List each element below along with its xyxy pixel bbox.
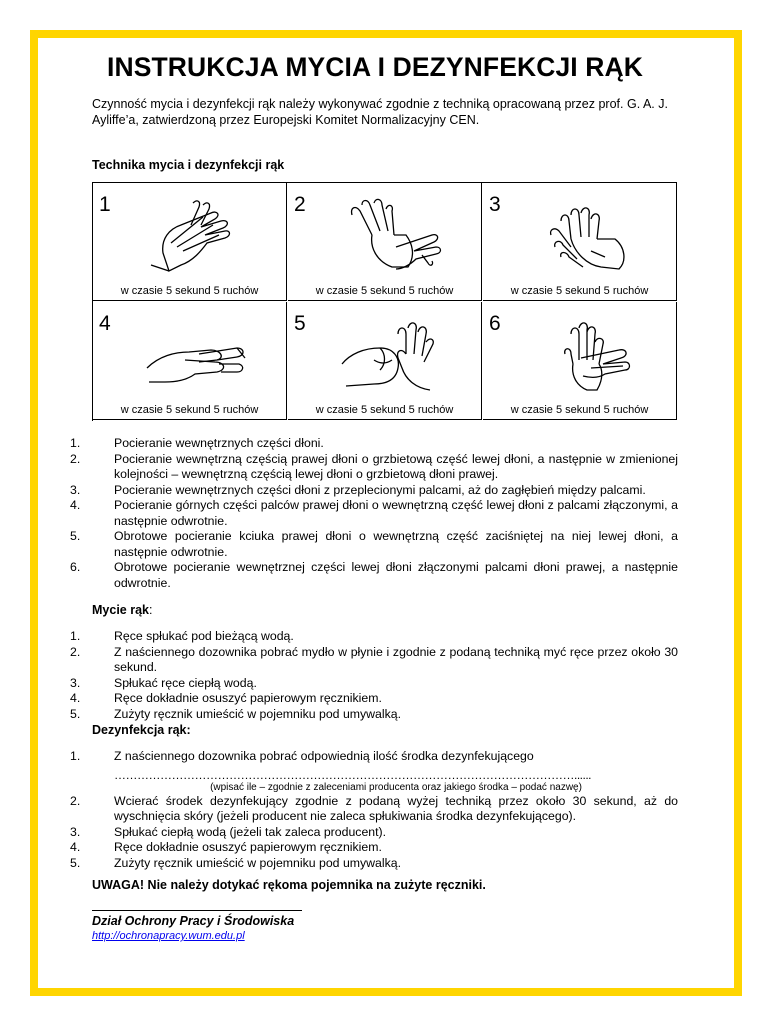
hands-fingertips-on-palm-icon (531, 314, 641, 402)
list-item: 4. Ręce dokładnie osuszyć papierowym ręcznikiem. (70, 691, 382, 705)
hands-fingers-locked-icon (141, 314, 251, 402)
list-item: 3. Spłukać ciepłą wodą (jeżeli tak zaleca producent). (70, 824, 387, 839)
step-caption: w czasie 5 sekund 5 ruchów (510, 285, 649, 297)
hands-palm-to-palm-icon (141, 195, 251, 283)
hands-thumb-rotation-icon (336, 314, 446, 402)
list-item: 2. Z naściennego dozownika pobrać mydło w płynie i zgodnie z podaną techniką myć ręce przez około 30 sekund. (70, 644, 678, 674)
step-number: 4 (99, 312, 111, 335)
step-cell-6 (483, 302, 677, 420)
step-number: 3 (489, 193, 501, 216)
mycie-heading: Mycie rąk: (92, 603, 153, 617)
technique-grid (92, 182, 677, 421)
list-item: 4. Pocieranie górnych części palców prawej dłoni o wewnętrzną część lewej dłoni z palcami złączonymi, a następnie odwrotnie. (70, 498, 678, 528)
step-cell-4 (93, 302, 287, 420)
technique-list (54, 436, 678, 591)
dezynfekcja-section (54, 723, 678, 871)
step-cell-2 (288, 183, 482, 301)
step-number: 2 (294, 193, 306, 216)
step-number: 1 (99, 193, 111, 216)
step-caption: w czasie 5 sekund 5 ruchów (510, 404, 649, 416)
hands-interlaced-fingers-icon (531, 195, 641, 283)
list-item: 5. Obrotowe pocieranie kciuka prawej dłoni o wewnętrzną część zaciśniętej na niej lewej dłoni, a następnie odwrotnie. (70, 529, 678, 559)
list-item: 1. Z naściennego dozownika pobrać odpowiednią ilość środka dezynfekującego (70, 749, 534, 763)
step-caption: w czasie 5 sekund 5 ruchów (315, 285, 454, 297)
step-cell-5 (288, 302, 482, 420)
page-title: INSTRUKCJA MYCIA I DEZYNFEKCJI RĄK (107, 52, 643, 82)
list-item: 2. Wcierać środek dezynfekujący zgodnie z podaną wyżej techniką przez około 30 sekund, aż do wyschnięcia skóry (jeżeli producent nie zaleca spłukiwania środka dezynfekującego). (70, 793, 678, 823)
list-item: 1. Pocieranie wewnętrznych części dłoni. (70, 436, 324, 450)
fill-in-dotted-line: …………………………………………………………………………………………………………...... (114, 767, 592, 782)
dez-heading: Dezynfekcja rąk: (92, 723, 191, 737)
mycie-section (54, 603, 678, 722)
list-item: 2. Pocieranie wewnętrzną częścią prawej dłoni o grzbietową część lewej dłoni, a następnie w zmienionej kolejności – wewnętrzną częścią lewej dłoni o grzbietową dłoni prawej. (70, 451, 678, 481)
step-caption: w czasie 5 sekund 5 ruchów (120, 404, 259, 416)
list-item: 4. Ręce dokładnie osuszyć papierowym ręcznikiem. (70, 840, 382, 854)
website-link[interactable]: http://ochronapracy.wum.edu.pl (92, 930, 245, 942)
list-item: 3. Pocieranie wewnętrznych części dłoni z przeplecionymi palcami, aż do zagłębień między palcami. (70, 482, 646, 497)
list-item: 5. Zużyty ręcznik umieścić w pojemniku pod umywalką. (70, 706, 402, 721)
list-item: 3. Spłukać ręce ciepłą wodą. (70, 675, 257, 690)
step-number: 5 (294, 312, 306, 335)
warning-text: UWAGA! Nie należy dotykać rękoma pojemnika na zużyte ręczniki. (92, 878, 486, 892)
hands-palm-over-back-icon (336, 195, 446, 283)
intro-paragraph: Czynność mycia i dezynfekcji rąk należy wykonywać zgodnie z techniką opracowaną przez prof. G. A. J. Ayliffe’a, zatwierdzoną przez Europejski Komitet Normalizacyjny CEN. (92, 97, 668, 127)
step-caption: w czasie 5 sekund 5 ruchów (315, 404, 454, 416)
step-number: 6 (489, 312, 501, 335)
step-caption: w czasie 5 sekund 5 ruchów (120, 285, 259, 297)
department-name: Dział Ochrony Pracy i Środowiska (92, 914, 295, 928)
step-cell-3 (483, 183, 677, 301)
list-item: 1. Ręce spłukać pod bieżącą wodą. (70, 629, 294, 643)
fill-in-note: (wpisać ile – zgodnie z zaleceniami producenta oraz jakiego środka – podać nazwę) (210, 781, 582, 793)
technique-heading: Technika mycia i dezynfekcji rąk (92, 158, 285, 172)
footer-divider (92, 910, 302, 911)
step-cell-1 (93, 183, 287, 301)
list-item: 5. Zużyty ręcznik umieścić w pojemniku pod umywalką. (70, 855, 402, 870)
list-item: 6. Obrotowe pocieranie wewnętrznej części lewej dłoni złączonymi palcami dłoni prawej, a następnie odwrotnie. (70, 560, 678, 590)
header (54, 44, 696, 172)
